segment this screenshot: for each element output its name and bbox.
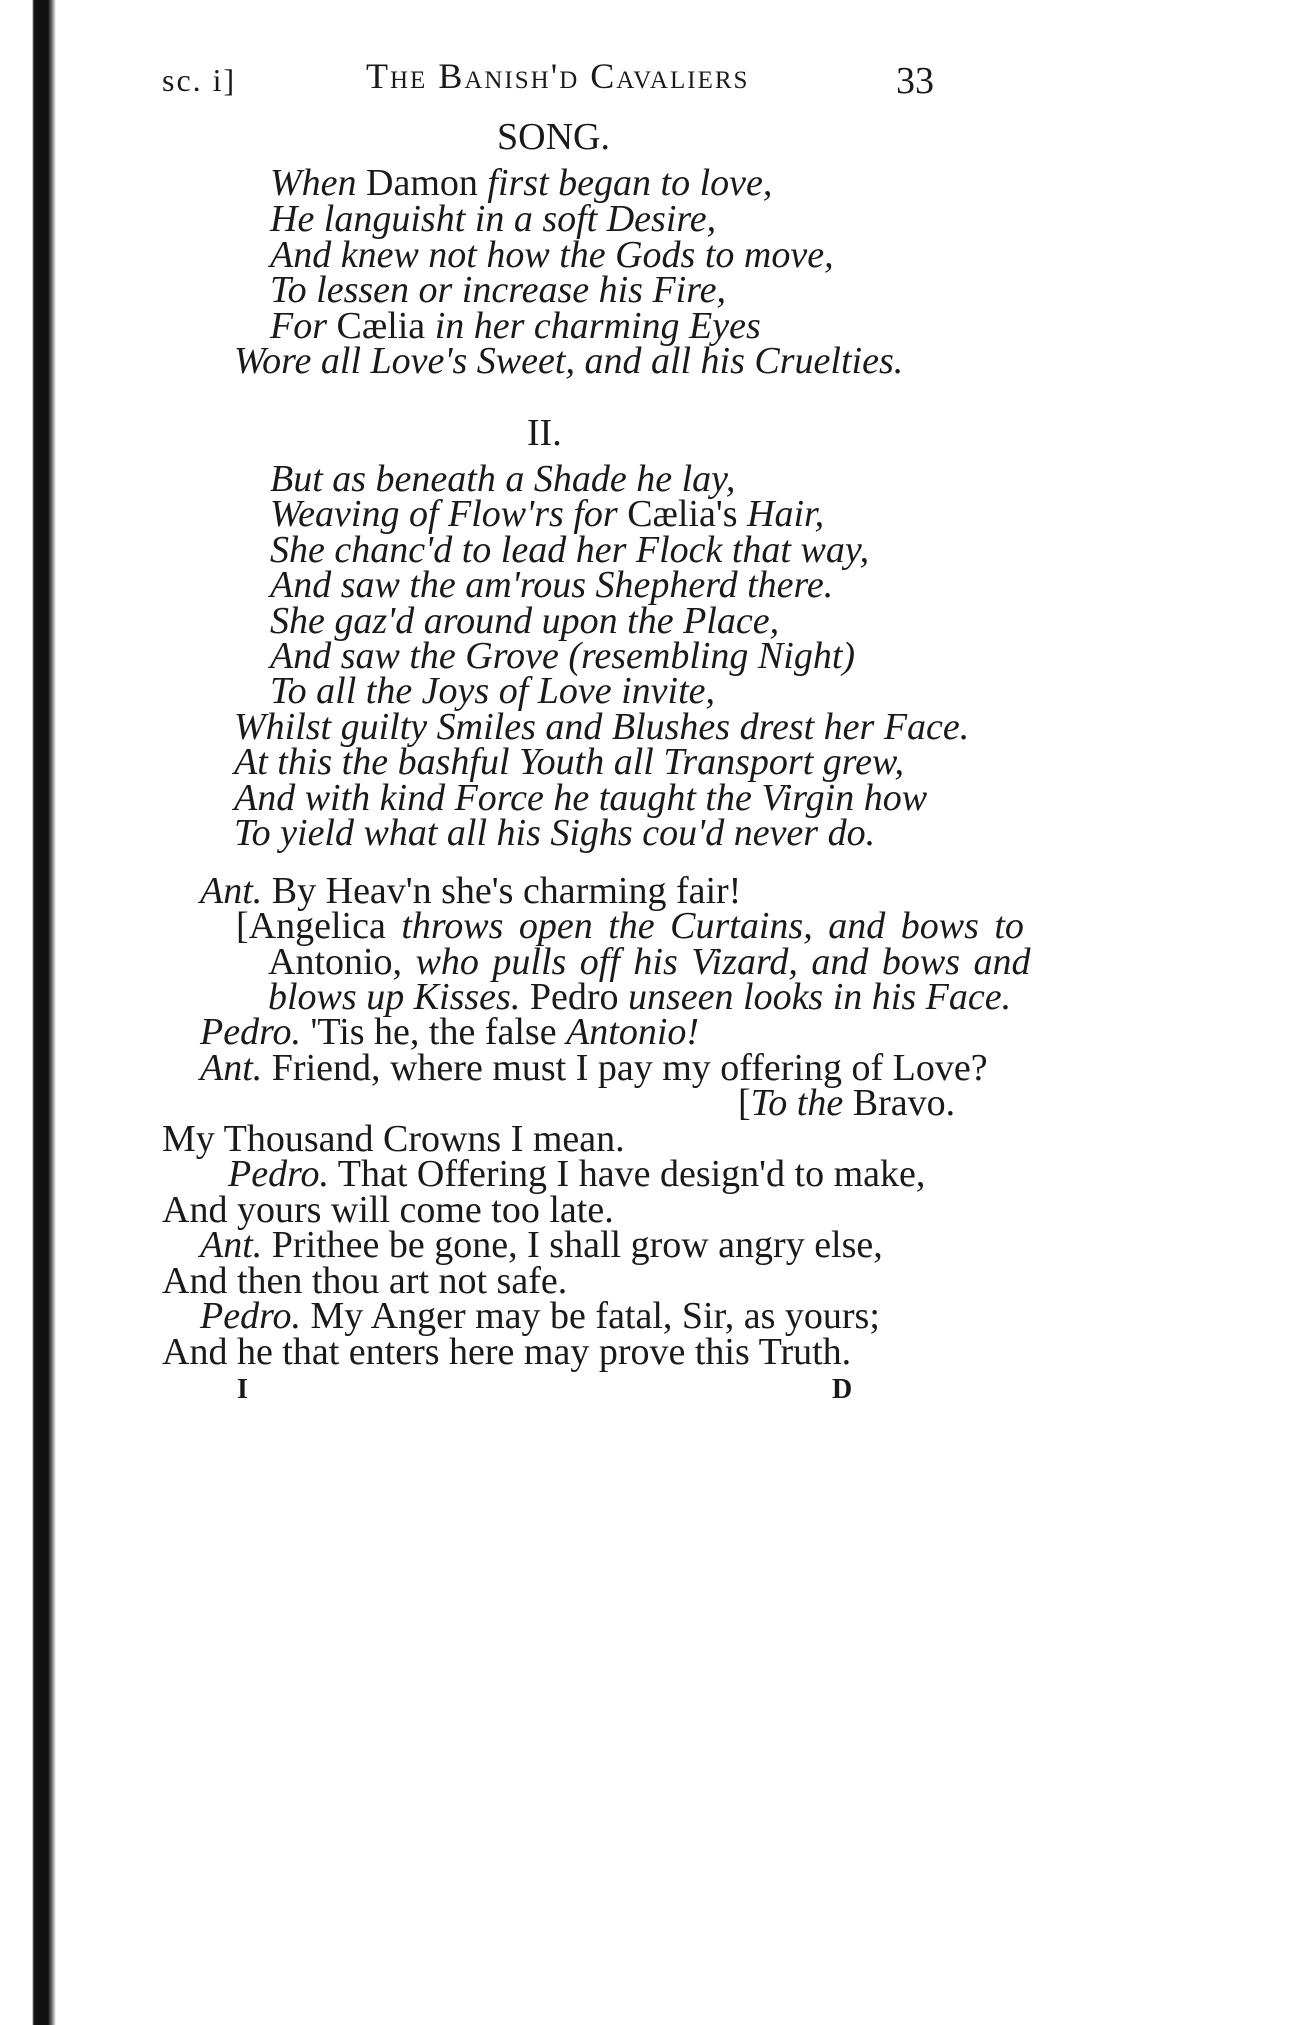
dialogue-line-8: And then thou art not safe.: [162, 1260, 568, 1302]
dialogue-line-4: My Thousand Crowns I mean.: [162, 1118, 625, 1160]
footer-signature-right: D: [832, 1374, 853, 1405]
stanza2-line-5: She gaz'd around upon the Place,: [270, 600, 780, 642]
stanza2-heading: II.: [527, 412, 562, 454]
speaker-name: Pedro.: [228, 1153, 329, 1195]
stanza2-line-4: And saw the am'rous Shepherd there.: [270, 564, 834, 606]
speaker-name: Pedro.: [200, 1295, 301, 1337]
stanza2-line-11: To yield what all his Sighs cou'd never do.: [234, 812, 876, 854]
speaker-name: Ant.: [200, 1047, 263, 1089]
footer-signature-left: I: [237, 1374, 248, 1405]
stanza2-line-10: And with kind Force he taught the Virgin how: [234, 777, 928, 819]
stanza2-line-3: She chanc'd to lead her Flock that way,: [270, 529, 870, 571]
dialogue-line-7: Ant. Prithee be gone, I shall grow angry else,: [200, 1224, 883, 1266]
binding-edge: [0, 0, 62, 2025]
speaker-name: Ant.: [200, 870, 263, 912]
scene-marker: sc. i]: [162, 62, 237, 98]
stanza2-line-6: And saw the Grove (resembling Night): [270, 635, 856, 677]
dialogue-line-9: Pedro. My Anger may be fatal, Sir, as yours;: [200, 1295, 880, 1337]
page-number: 33: [896, 60, 934, 102]
speaker-name: Ant.: [200, 1224, 263, 1266]
stanza2-line-8: Whilst guilty Smiles and Blushes drest her Face.: [234, 706, 970, 748]
stanza1-line-2: He languisht in a soft Desire,: [270, 198, 717, 240]
stage-direction-4: [To the Bravo.: [738, 1082, 956, 1124]
dialogue-line-3: Ant. Friend, where must I pay my offering of Love?: [200, 1047, 988, 1089]
dialogue-line-6: And yours will come too late.: [162, 1189, 614, 1231]
stanza1-line-6: Wore all Love's Sweet, and all his Cruelties.: [234, 340, 904, 382]
running-title: The Banish'd Cavaliers: [366, 56, 750, 96]
stanza1-line-4: To lessen or increase his Fire,: [270, 269, 726, 311]
stanza1-line-3: And knew not how the Gods to move,: [270, 234, 834, 276]
stage-direction-1: [Angelica throws open the Curtains, and bows to: [236, 905, 1024, 947]
song-heading: SONG.: [497, 116, 610, 158]
dialogue-line-10: And he that enters here may prove this Truth.: [162, 1331, 852, 1373]
dialogue-line-2: Pedro. 'Tis he, the false Antonio!: [200, 1011, 700, 1053]
stanza1-line-5: For Cælia in her charming Eyes: [270, 305, 761, 347]
stage-direction-3: blows up Kisses. Pedro unseen looks in his Face.: [268, 976, 1012, 1018]
stanza2-line-2: Weaving of Flow'rs for Cælia's Hair,: [270, 493, 825, 535]
stanza2-line-1: But as beneath a Shade he lay,: [270, 458, 736, 500]
stanza1-line-1: When Damon first began to love,: [270, 162, 773, 204]
stage-direction-2: Antonio, who pulls off his Vizard, and bows and: [268, 941, 1031, 983]
dialogue-line-5: Pedro. That Offering I have design'd to make,: [228, 1153, 926, 1195]
stanza2-line-9: At this the bashful Youth all Transport grew,: [234, 741, 905, 783]
dialogue-line-1: Ant. By Heav'n she's charming fair!: [200, 870, 742, 912]
speaker-name: Pedro.: [200, 1011, 301, 1053]
stanza2-line-7: To all the Joys of Love invite,: [270, 670, 716, 712]
